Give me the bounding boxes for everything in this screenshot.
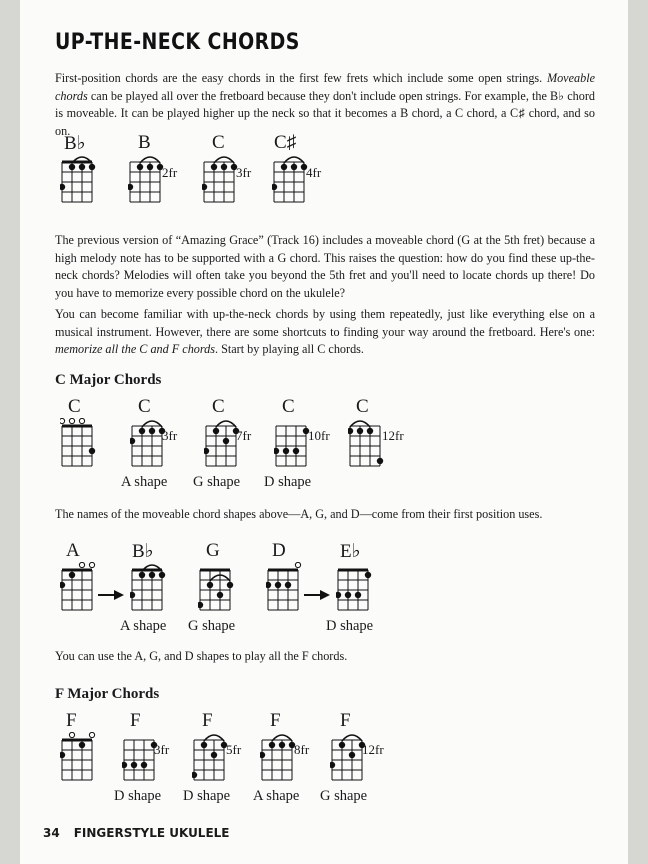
shape-label: D shape: [114, 788, 162, 804]
fret-label: 3fr: [236, 165, 252, 180]
chord-grid: [60, 732, 100, 784]
chord-grid: [274, 418, 314, 470]
shape-label: D shape: [326, 618, 374, 634]
chord-name: F: [270, 710, 281, 731]
shortcut-text-1: You can become familiar with up-the-neck chords by using them repeatedly, just like everything else on a musical instrument. However, there are some shortcuts to finding your way around the fretboard. Here's one:: [55, 307, 595, 339]
fret-label: 2fr: [162, 165, 178, 180]
chord-grid: [260, 732, 300, 784]
chord-name: F: [66, 710, 77, 731]
fret-label: 5fr: [226, 742, 242, 757]
chord-grid: [60, 154, 100, 206]
chord-grid: [348, 418, 388, 470]
fret-label: 7fr: [236, 428, 252, 443]
chord-grid: [266, 562, 306, 614]
fret-label: 10fr: [308, 428, 330, 443]
shape-label: A shape: [121, 474, 168, 490]
chord-grid: [204, 418, 244, 470]
book-title: FINGERSTYLE UKULELE: [73, 826, 230, 840]
f-major-heading: F Major Chords: [55, 686, 160, 702]
chord-name: C: [282, 396, 295, 417]
chord-grid: [336, 562, 376, 614]
chord-grid: [60, 418, 100, 470]
chord-name: A: [66, 540, 80, 561]
chord-grid: [130, 418, 170, 470]
amazing-grace-paragraph: The previous version of “Amazing Grace” (Track 16) includes a moveable chord (G at the 5th fret) because a high melody note has to be supported with a G chord. This raises the question: how do you find these up-the-neck chords? Melodies will often take you beyond the 5th fret and you'll need to locate chords up there! Do you have to memorize every possible chord on the ukulele?: [55, 233, 595, 300]
shape-label: D shape: [183, 788, 231, 804]
fret-label: 12fr: [362, 742, 384, 757]
shortcut-text-emphasis: memorize all the C and F chords: [55, 342, 216, 356]
fret-label: 12fr: [382, 428, 404, 443]
chord-name: C♯: [274, 132, 297, 153]
shape-label: G shape: [193, 474, 241, 490]
chord-name: D: [272, 540, 286, 561]
intro-text-1: First-position chords are the easy chords in the first few frets which include some open strings.: [55, 71, 547, 85]
chord-grid: [330, 732, 370, 784]
f-chords-paragraph: You can use the A, G, and D shapes to play all the F chords.: [55, 649, 348, 663]
page-number: 34: [43, 826, 60, 840]
shortcut-paragraph: [55, 306, 595, 359]
chord-grid: [122, 732, 162, 784]
chord-name: C: [212, 396, 225, 417]
chord-name: C: [356, 396, 369, 417]
c-major-heading: C Major Chords: [55, 372, 162, 388]
fret-label: 8fr: [294, 742, 310, 757]
chord-name: B♭: [132, 541, 154, 562]
fret-label: 3fr: [154, 742, 170, 757]
chord-name: C: [138, 396, 151, 417]
chord-grid: [60, 562, 100, 614]
chord-name: F: [340, 710, 351, 731]
shape-label: A shape: [120, 618, 167, 634]
shortcut-text-2: . Start by playing all C chords.: [215, 342, 364, 356]
shape-label: G shape: [320, 788, 368, 804]
fret-label: 4fr: [306, 165, 322, 180]
arrow-icon: [304, 590, 330, 600]
intro-paragraph: [55, 70, 595, 140]
shape-names-paragraph: The names of the moveable chord shapes above—A, G, and D—come from their first position uses.: [55, 507, 543, 521]
page-edge-left: [0, 0, 22, 864]
chord-grid: [192, 732, 232, 784]
chord-name: F: [202, 710, 213, 731]
page-edge-right: [626, 0, 648, 864]
chord-grid: [130, 562, 170, 614]
page-title: UP-THE-NECK CHORDS: [55, 30, 300, 55]
chord-name: B: [138, 132, 151, 153]
chord-name: B♭: [64, 133, 86, 154]
arrow-icon: [98, 590, 124, 600]
chord-grid: [198, 562, 238, 614]
shape-label: A shape: [253, 788, 300, 804]
chord-name: F: [130, 710, 141, 731]
chord-name: C: [212, 132, 225, 153]
chord-name: G: [206, 540, 220, 561]
intro-text-emphasis: Moveable chords: [55, 71, 595, 103]
shape-label: D shape: [264, 474, 312, 490]
shape-label: G shape: [188, 618, 236, 634]
page-footer: [43, 826, 230, 840]
intro-text-2: can be played all over the fretboard because they don't include open strings. For example, the B♭ chord is moveable. It can be played higher up the neck so that it becomes a B chord, a C chord, a C♯ chord, and so on.: [55, 88, 595, 138]
chord-name: E♭: [340, 541, 361, 562]
fret-label: 3fr: [162, 428, 178, 443]
chord-name: C: [68, 396, 81, 417]
